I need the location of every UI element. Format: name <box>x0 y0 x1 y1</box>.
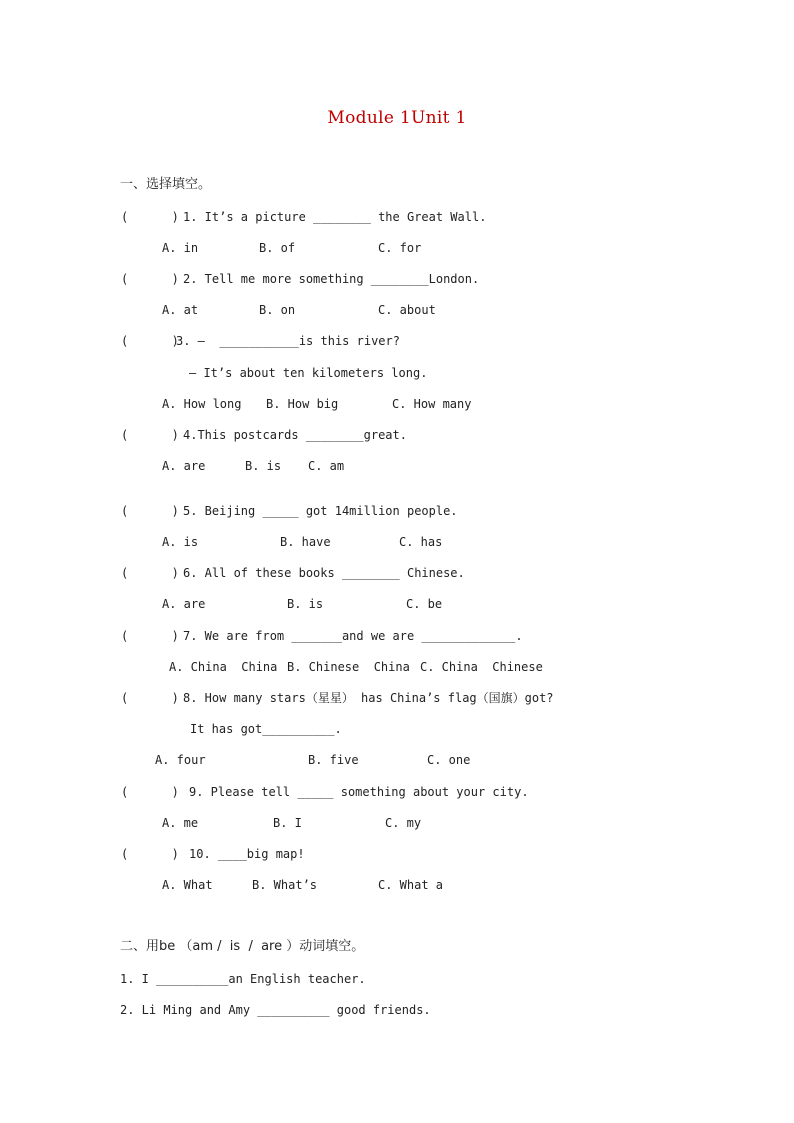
answer-blank-8: ( ) <box>121 691 179 705</box>
answer-blank-7: ( ) <box>121 629 179 643</box>
answer-blank-10: ( ) <box>121 847 179 861</box>
q7-option-c: C. China Chinese <box>420 660 543 674</box>
answer-blank-6: ( ) <box>121 566 179 580</box>
question-1-stem: 1. It’s a picture ________ the Great Wall. <box>183 210 487 224</box>
q7-option-b: B. Chinese China <box>287 660 410 674</box>
q10-option-c: C. What a <box>378 878 444 892</box>
q2-option-c: C. about <box>378 303 436 317</box>
q1-option-a: A. in <box>162 241 199 255</box>
question-5-stem: 5. Beijing _____ got 14million people. <box>183 504 458 518</box>
question-10-stem: 10. ____big map! <box>189 847 305 861</box>
q1-option-b: B. of <box>259 241 296 255</box>
q6-option-c: C. be <box>406 597 443 611</box>
q3-option-c: C. How many <box>392 397 472 411</box>
answer-blank-2: ( ) <box>121 272 179 286</box>
question-6-stem: 6. All of these books ________ Chinese. <box>183 566 465 580</box>
answer-blank-3: ( ) <box>121 334 179 348</box>
q2-option-a: A. at <box>162 303 199 317</box>
q8-option-b: B. five <box>308 753 359 767</box>
q8-option-c: C. one <box>427 753 471 767</box>
section-2-heading: 二、用be （am / is / are ）动词填空。 <box>120 939 365 954</box>
answer-blank-9: ( ) <box>121 785 179 799</box>
q1-option-c: C. for <box>378 241 422 255</box>
section-1-heading: 一、选择填空。 <box>120 177 212 192</box>
q4-option-c: C. am <box>308 459 345 473</box>
q8-option-a: A. four <box>155 753 206 767</box>
question-3-response: – It’s about ten kilometers long. <box>189 366 428 380</box>
q6-option-a: A. are <box>162 597 206 611</box>
question-2-stem: 2. Tell me more something ________London. <box>183 272 480 286</box>
worksheet-title: Module 1Unit 1 <box>327 108 467 128</box>
question-9-stem: 9. Please tell _____ something about your city. <box>189 785 529 799</box>
answer-blank-4: ( ) <box>121 428 179 442</box>
section-2-item-2: 2. Li Ming and Amy __________ good friends. <box>120 1003 431 1017</box>
q4-option-b: B. is <box>245 459 282 473</box>
section-2-item-1: 1. I __________an English teacher. <box>120 972 366 986</box>
q9-option-c: C. my <box>385 816 422 830</box>
q7-option-a: A. China China <box>169 660 278 674</box>
q5-option-b: B. have <box>280 535 331 549</box>
question-4-stem: 4.This postcards ________great. <box>183 428 407 442</box>
q10-option-b: B. What’s <box>252 878 318 892</box>
question-3-stem: 3. – ___________is this river? <box>176 334 400 348</box>
q5-option-a: A. is <box>162 535 199 549</box>
answer-blank-5: ( ) <box>121 504 179 518</box>
q10-option-a: A. What <box>162 878 213 892</box>
question-8-stem: 8. How many stars（星星） has China’s flag（国旗）got? <box>183 691 554 705</box>
q9-option-b: B. I <box>273 816 302 830</box>
q6-option-b: B. is <box>287 597 324 611</box>
q5-option-c: C. has <box>399 535 443 549</box>
q9-option-a: A. me <box>162 816 199 830</box>
q4-option-a: A. are <box>162 459 206 473</box>
q2-option-b: B. on <box>259 303 296 317</box>
question-8-response: It has got__________. <box>190 722 342 736</box>
q3-option-b: B. How big <box>266 397 339 411</box>
question-7-stem: 7. We are from _______and we are _____________. <box>183 629 523 643</box>
answer-blank-1: ( ) <box>121 210 179 224</box>
q3-option-a: A. How long <box>162 397 242 411</box>
